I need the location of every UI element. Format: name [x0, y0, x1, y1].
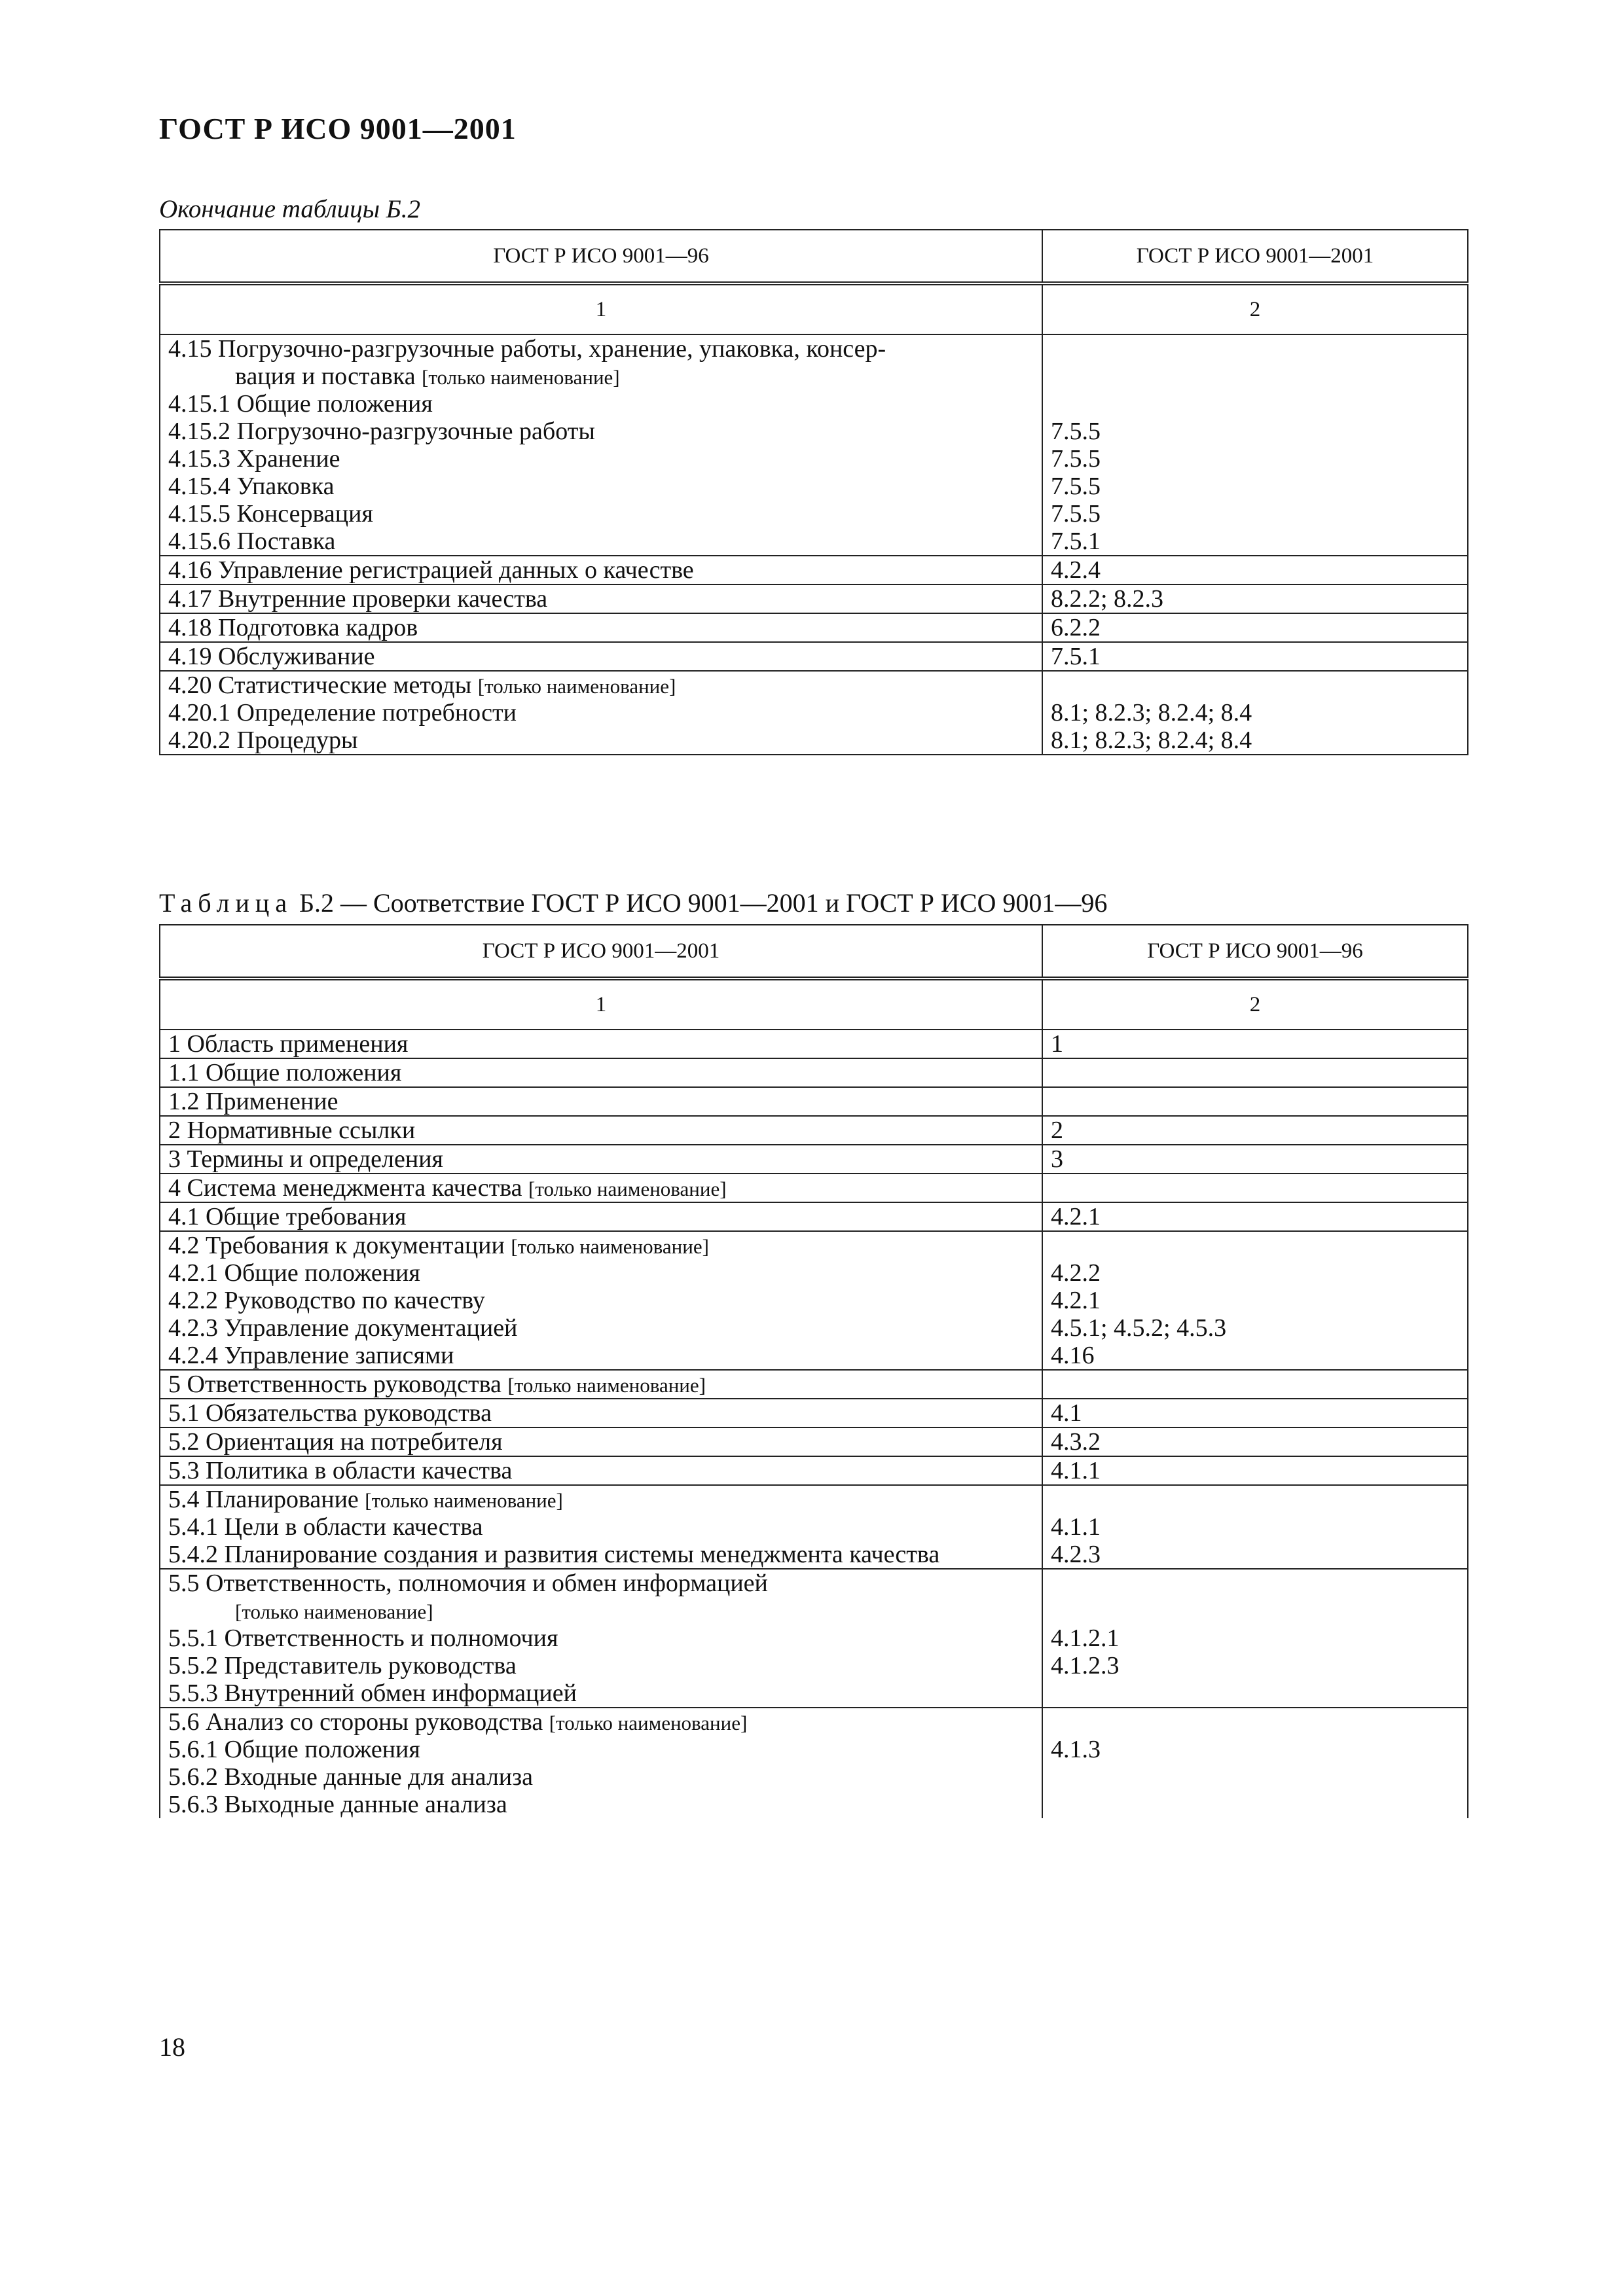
requirement-line	[168, 1763, 1034, 1791]
clause-text: 4.20 Статистические методы	[168, 672, 472, 699]
table-row	[160, 1087, 1468, 1116]
clause-text: 5.4.1 Цели в области качества	[168, 1513, 483, 1541]
requirement-line	[168, 1088, 1034, 1115]
cell-reference	[1042, 1708, 1468, 1818]
column-number-2: 2	[1042, 283, 1468, 334]
clause-text: 4.15.3 Хранение	[168, 445, 340, 473]
requirement-line	[168, 1541, 1034, 1568]
reference-line	[1051, 1570, 1459, 1597]
reference-line: 7.5.1	[1051, 643, 1101, 670]
clause-text: 5.5.1 Ответственность и полномочия	[168, 1624, 558, 1652]
reference-line	[1051, 1597, 1459, 1624]
clause-text: 5.4 Планирование	[168, 1486, 359, 1513]
reference-line: 4.2.4	[1051, 556, 1101, 584]
requirement-line	[168, 1117, 1034, 1144]
requirement-line	[168, 556, 1034, 584]
clause-text: 4.18 Подготовка кадров	[168, 614, 418, 641]
table-title	[159, 888, 1107, 918]
clause-text: 4.15.2 Погрузочно-разгрузочные работы	[168, 418, 595, 445]
cell-reference	[1042, 1569, 1468, 1708]
column-header-1: ГОСТ Р ИСО 9001—2001	[160, 925, 1042, 978]
cell-reference	[1042, 1427, 1468, 1456]
reference-line	[1051, 1679, 1459, 1707]
requirement-line	[168, 335, 1034, 363]
cell-reference	[1042, 334, 1468, 556]
cell-requirement	[160, 1370, 1042, 1399]
cell-requirement	[160, 613, 1042, 642]
clause-text: 1.1 Общие положения	[168, 1059, 402, 1086]
cell-reference	[1042, 613, 1468, 642]
clause-text: 5.6 Анализ со стороны руководства	[168, 1708, 543, 1736]
cell-reference	[1042, 1145, 1468, 1174]
clause-text: 5.5.2 Представитель руководства	[168, 1652, 517, 1679]
clause-text: 4.1 Общие требования	[168, 1203, 407, 1230]
clause-text: 5.5 Ответственность, полномочия и обмен информацией	[168, 1570, 768, 1597]
reference-line	[1051, 1088, 1459, 1115]
clause-text: 4 Система менеджмента качества	[168, 1174, 522, 1202]
table-row	[160, 671, 1468, 755]
table-row	[160, 1399, 1468, 1427]
reference-line	[1051, 1791, 1459, 1818]
reference-line	[1051, 1174, 1459, 1202]
clause-text: 4.2.1 Общие положения	[168, 1259, 420, 1287]
cell-requirement	[160, 584, 1042, 613]
reference-line: 7.5.1	[1051, 528, 1101, 555]
cell-requirement	[160, 1030, 1042, 1058]
reference-line: 1	[1051, 1030, 1063, 1058]
reference-line	[1051, 363, 1459, 390]
clause-text: 5.4.2 Планирование создания и развития системы менеджмента качества	[168, 1541, 940, 1568]
cell-requirement	[160, 1427, 1042, 1456]
reference-line	[1051, 1059, 1459, 1086]
reference-line: 4.1	[1051, 1399, 1082, 1427]
requirement-line	[168, 1399, 1034, 1427]
requirement-line	[168, 500, 1034, 528]
clause-text: 4.15.6 Поставка	[168, 528, 336, 555]
table-title-label: Таблица	[159, 888, 293, 918]
requirement-line	[168, 1570, 1034, 1597]
clause-text: 1.2 Применение	[168, 1088, 338, 1115]
cell-reference	[1042, 1116, 1468, 1145]
requirement-line	[168, 1232, 1034, 1259]
requirement-line	[168, 1174, 1034, 1202]
reference-line: 6.2.2	[1051, 614, 1101, 641]
reference-line: 8.2.2; 8.2.3	[1051, 585, 1164, 613]
clause-text: 4.2.3 Управление документацией	[168, 1314, 518, 1342]
table-correspondence	[159, 924, 1468, 1818]
table-body	[160, 283, 1468, 755]
column-number-2: 2	[1042, 978, 1468, 1030]
clause-text: 4.15.1 Общие положения	[168, 390, 433, 418]
reference-line	[1051, 1232, 1459, 1259]
reference-line	[1051, 1708, 1459, 1736]
document-header: ГОСТ Р ИСО 9001—2001	[159, 112, 517, 145]
cell-reference	[1042, 642, 1468, 671]
cell-reference	[1042, 1087, 1468, 1116]
cell-requirement	[160, 1202, 1042, 1231]
cell-requirement	[160, 1087, 1042, 1116]
cell-reference	[1042, 671, 1468, 755]
requirement-line	[168, 473, 1034, 500]
title-only-note: [только наименование]	[511, 1235, 709, 1258]
reference-line: 4.2.3	[1051, 1541, 1101, 1568]
column-number-1: 1	[160, 978, 1042, 1030]
table-row	[160, 1058, 1468, 1087]
requirement-line	[168, 390, 1034, 418]
requirement-line	[168, 1203, 1034, 1230]
requirement-line	[168, 672, 1034, 699]
table-row	[160, 613, 1468, 642]
requirement-line	[168, 1428, 1034, 1456]
requirement-line	[168, 1736, 1034, 1763]
table-row	[160, 1485, 1468, 1569]
reference-line	[1051, 390, 1459, 418]
page-number: 18	[159, 2032, 185, 2062]
table-row	[160, 1202, 1468, 1231]
requirement-line	[168, 585, 1034, 613]
clause-text: 3 Термины и определения	[168, 1145, 444, 1173]
requirement-line	[168, 1457, 1034, 1484]
clause-text: 4.20.1 Определение потребности	[168, 699, 517, 726]
clause-text: 4.2 Требования к документации	[168, 1232, 505, 1259]
cell-requirement	[160, 1708, 1042, 1818]
table-row	[160, 1116, 1468, 1145]
cell-reference	[1042, 1030, 1468, 1058]
reference-line: 4.3.2	[1051, 1428, 1101, 1456]
reference-line: 4.2.1	[1051, 1203, 1101, 1230]
clause-text: 4.15.4 Упаковка	[168, 473, 335, 500]
table-body	[160, 978, 1468, 1818]
cell-requirement	[160, 671, 1042, 755]
continuation-caption: Окончание таблицы Б.2	[159, 195, 420, 223]
clause-text: 4.16 Управление регистрацией данных о качестве	[168, 556, 694, 584]
requirement-line	[168, 1371, 1034, 1398]
cell-reference	[1042, 1231, 1468, 1370]
clause-text: 4.15 Погрузочно-разгрузочные работы, хранение, упаковка, консер-	[168, 335, 886, 363]
table-row	[160, 1708, 1468, 1818]
title-only-note: [только наименование]	[528, 1177, 727, 1200]
title-only-note: [только наименование]	[365, 1489, 563, 1512]
cell-requirement	[160, 1399, 1042, 1427]
table-row	[160, 1145, 1468, 1174]
reference-line: 7.5.5	[1051, 473, 1101, 500]
clause-text: 4.20.2 Процедуры	[168, 726, 358, 754]
clause-text: 4.2.4 Управление записями	[168, 1342, 454, 1369]
clause-text: 5.6.2 Входные данные для анализа	[168, 1763, 533, 1791]
requirement-line	[168, 1486, 1034, 1513]
requirement-line	[168, 1259, 1034, 1287]
requirement-line	[168, 1791, 1034, 1818]
requirement-line	[168, 1513, 1034, 1541]
requirement-line	[168, 1679, 1034, 1707]
clause-text: 5.6.1 Общие положения	[168, 1736, 420, 1763]
cell-reference	[1042, 584, 1468, 613]
cell-reference	[1042, 556, 1468, 584]
table-title-text: Б.2 — Соответствие ГОСТ Р ИСО 9001—2001 и ГОСТ Р ИСО 9001—96	[299, 888, 1108, 918]
reference-line: 8.1; 8.2.3; 8.2.4; 8.4	[1051, 699, 1252, 726]
column-header-2: ГОСТ Р ИСО 9001—96	[1042, 925, 1468, 978]
clause-text: 4.2.2 Руководство по качеству	[168, 1287, 485, 1314]
clause-text: 1 Область применения	[168, 1030, 409, 1058]
reference-line: 4.16	[1051, 1342, 1095, 1369]
clause-text: 4.17 Внутренние проверки качества	[168, 585, 548, 613]
reference-line: 4.5.1; 4.5.2; 4.5.3	[1051, 1314, 1227, 1342]
requirement-line	[168, 643, 1034, 670]
requirement-line	[168, 363, 1034, 390]
reference-line	[1051, 335, 1459, 363]
reference-line: 4.1.2.1	[1051, 1624, 1120, 1652]
table-row	[160, 1231, 1468, 1370]
cell-reference	[1042, 1456, 1468, 1485]
column-header-1: ГОСТ Р ИСО 9001—96	[160, 230, 1042, 283]
cell-requirement	[160, 1116, 1042, 1145]
cell-requirement	[160, 556, 1042, 584]
clause-text: 5.3 Политика в области качества	[168, 1457, 513, 1484]
title-only-note: [только наименование]	[549, 1712, 748, 1734]
requirement-line	[168, 1342, 1034, 1369]
reference-line: 3	[1051, 1145, 1063, 1173]
table-row	[160, 334, 1468, 556]
table-row	[160, 1569, 1468, 1708]
reference-line: 4.2.2	[1051, 1259, 1101, 1287]
table-row	[160, 556, 1468, 584]
cell-reference	[1042, 1485, 1468, 1569]
reference-line: 4.1.3	[1051, 1736, 1101, 1763]
reference-line: 8.1; 8.2.3; 8.2.4; 8.4	[1051, 726, 1252, 754]
table-continuation	[159, 229, 1468, 755]
title-only-note: [только наименование]	[507, 1374, 706, 1397]
cell-requirement	[160, 1569, 1042, 1708]
title-only-note: [только наименование]	[477, 675, 676, 698]
reference-line	[1051, 1486, 1459, 1513]
table-row	[160, 642, 1468, 671]
requirement-line	[168, 726, 1034, 754]
requirement-line	[168, 1652, 1034, 1679]
requirement-line	[168, 699, 1034, 726]
table-row	[160, 1174, 1468, 1202]
reference-line: 4.1.1	[1051, 1457, 1101, 1484]
reference-line	[1051, 1763, 1459, 1791]
requirement-line	[168, 528, 1034, 555]
reference-line	[1051, 672, 1459, 699]
requirement-line	[168, 1059, 1034, 1086]
reference-line: 7.5.5	[1051, 500, 1101, 528]
column-header-2: ГОСТ Р ИСО 9001—2001	[1042, 230, 1468, 283]
requirement-line	[168, 1597, 1034, 1624]
clause-text: 2 Нормативные ссылки	[168, 1117, 416, 1144]
clause-text: 4.19 Обслуживание	[168, 643, 375, 670]
cell-requirement	[160, 1145, 1042, 1174]
cell-requirement	[160, 1058, 1042, 1087]
cell-requirement	[160, 1485, 1042, 1569]
title-only-note: [только наименование]	[422, 366, 620, 389]
clause-text: вация и поставка	[235, 363, 416, 390]
clause-text: 5 Ответственность руководства	[168, 1371, 501, 1398]
reference-line: 7.5.5	[1051, 418, 1101, 445]
requirement-line	[168, 1708, 1034, 1736]
cell-requirement	[160, 1456, 1042, 1485]
reference-line: 4.2.1	[1051, 1287, 1101, 1314]
clause-text: 5.5.3 Внутренний обмен информацией	[168, 1679, 577, 1707]
table-row	[160, 1427, 1468, 1456]
clause-text: 5.6.3 Выходные данные анализа	[168, 1791, 507, 1818]
cell-reference	[1042, 1370, 1468, 1399]
clause-text: 5.2 Ориентация на потребителя	[168, 1428, 503, 1456]
requirement-line	[168, 1030, 1034, 1058]
cell-requirement	[160, 334, 1042, 556]
reference-line: 4.1.2.3	[1051, 1652, 1120, 1679]
reference-line: 7.5.5	[1051, 445, 1101, 473]
table-row	[160, 1030, 1468, 1058]
requirement-line	[168, 1287, 1034, 1314]
title-only-note: [только наименование]	[235, 1600, 433, 1623]
column-number-1: 1	[160, 283, 1042, 334]
clause-text: 4.15.5 Консервация	[168, 500, 373, 528]
cell-requirement	[160, 1231, 1042, 1370]
table-row	[160, 1456, 1468, 1485]
cell-requirement	[160, 1174, 1042, 1202]
requirement-line	[168, 1145, 1034, 1173]
reference-line: 4.1.1	[1051, 1513, 1101, 1541]
requirement-line	[168, 1314, 1034, 1342]
cell-reference	[1042, 1202, 1468, 1231]
table-row	[160, 584, 1468, 613]
requirement-line	[168, 445, 1034, 473]
reference-line	[1051, 1371, 1459, 1398]
cell-reference	[1042, 1058, 1468, 1087]
requirement-line	[168, 1624, 1034, 1652]
requirement-line	[168, 418, 1034, 445]
cell-reference	[1042, 1399, 1468, 1427]
reference-line: 2	[1051, 1117, 1063, 1144]
table-row	[160, 1370, 1468, 1399]
cell-requirement	[160, 642, 1042, 671]
cell-reference	[1042, 1174, 1468, 1202]
requirement-line	[168, 614, 1034, 641]
clause-text: 5.1 Обязательства руководства	[168, 1399, 492, 1427]
